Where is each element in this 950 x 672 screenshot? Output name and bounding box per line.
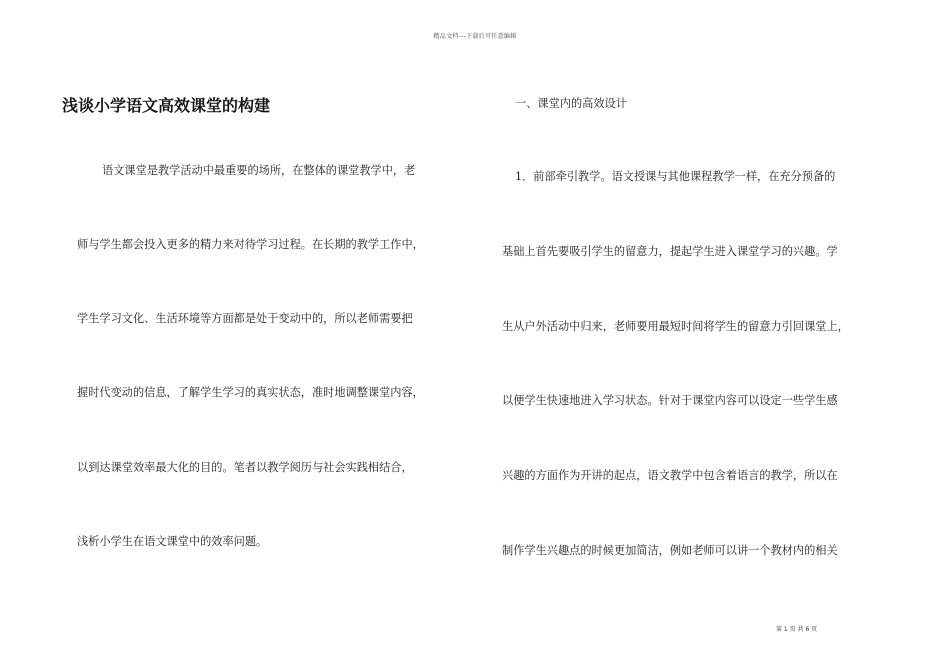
body-line: 基础上首先要吸引学生的留意力，提起学生进入课堂学习的兴趣。学 <box>502 245 838 258</box>
page-number: 第 1 页 共 6 页 <box>776 626 818 633</box>
body-line: 兴趣的方面作为开讲的起点，语文教学中包含着语言的教学，所以在 <box>502 469 838 482</box>
body-line: 以便学生快速地进入学习状态。针对于课堂内容可以设定一些学生感 <box>502 394 838 407</box>
body-line: 生从户外活动中归来，老师要用最短时间将学生的留意力引回课堂上， <box>502 320 849 333</box>
body-line: 学生学习文化、生活环境等方面都是处于变动中的，所以老师需要把 <box>77 312 413 325</box>
body-line: 以到达课堂效率最大化的目的。笔者以教学阅历与社会实践相结合， <box>77 461 413 474</box>
body-line: 握时代变动的信息，了解学生学习的真实状态，准时地调整课堂内容， <box>77 386 424 399</box>
body-line: 浅析小学生在语文课堂中的效率问题。 <box>77 535 268 548</box>
document-title: 浅谈小学语文高效课堂的构建 <box>62 96 271 115</box>
section-heading: 一、课堂内的高效设计 <box>515 97 627 110</box>
body-line: 制作学生兴趣点的时候更加简洁，例如老师可以讲一个教材内的相关 <box>502 544 838 557</box>
body-line: 师与学生都会投入更多的精力来对待学习过程。在长期的教学工作中， <box>77 238 424 251</box>
body-line: 语文课堂是教学活动中最重要的场所，在整体的课堂教学中，老 <box>102 164 416 177</box>
body-line: 1．前部牵引教学。语文授课与其他课程教学一样，在充分预备的 <box>515 170 836 183</box>
page-header: 精品文档---下载后可任意编辑 <box>433 33 517 40</box>
